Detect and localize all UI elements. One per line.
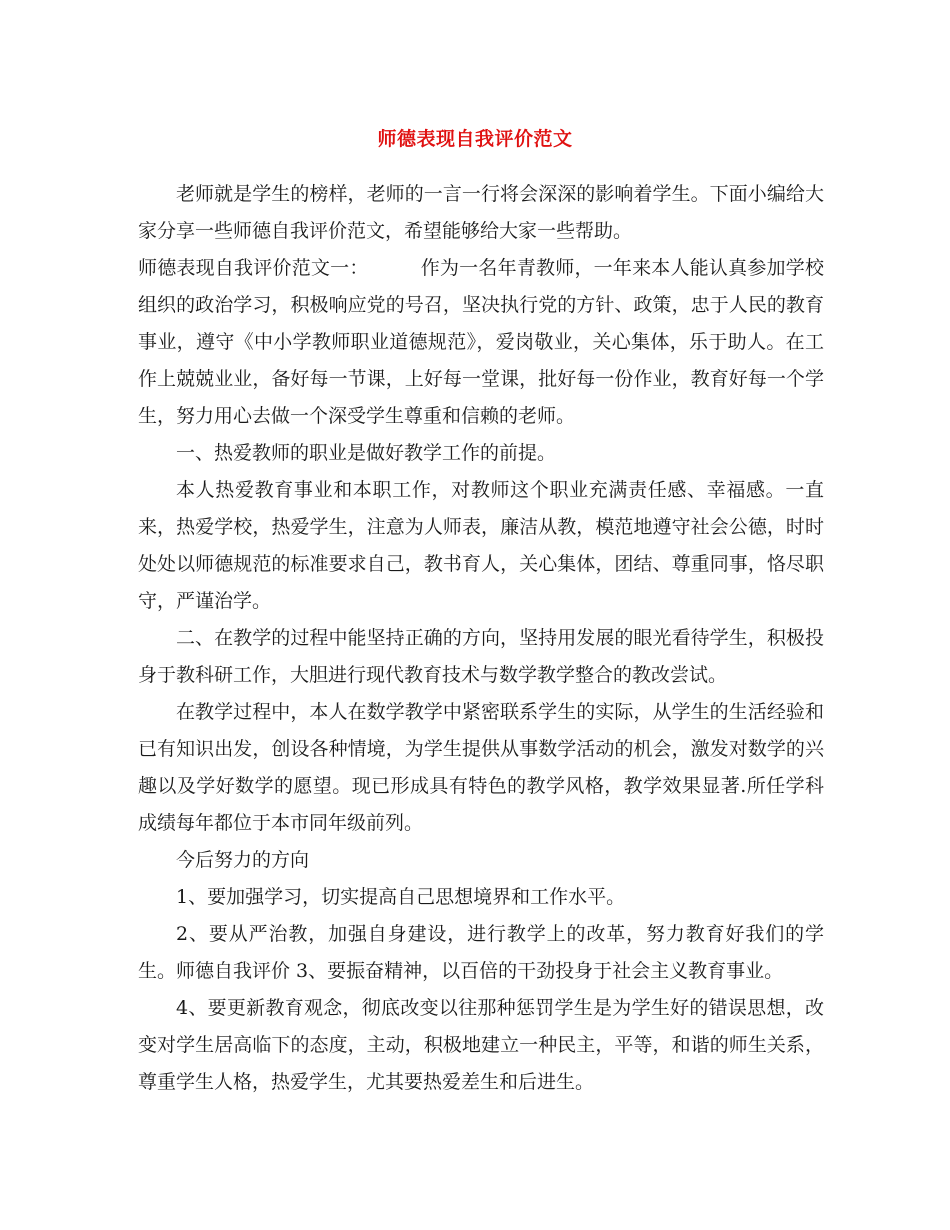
paragraph-love-of-teaching: 本人热爱教育事业和本职工作，对教师这个职业充满责任感、幸福感。一直来，热爱学校，热爱学生，注意为人师表，廉洁从教，模范地遵守社会公德，时时处处以师德规范的标准要求自己，教书育人，关心集体，团结、尊重同事，恪尽职守，严谨治学。 — [138, 479, 824, 612]
sample-one-label: 师德表现自我评价范文一： — [138, 257, 369, 279]
direction-item-2-3: 2、要从严治教，加强自身建设，进行教学上的改革，努力教育好我们的学生。师德自我评价 3、要振奋精神，以百倍的干劲投身于社会主义教育事业。 — [138, 923, 824, 982]
future-direction-heading: 今后努力的方向 — [176, 849, 310, 871]
sample-one-paragraph — [138, 250, 824, 435]
paragraph-teaching-process: 在教学过程中，本人在数学教学中紧密联系学生的实际，从学生的生活经验和已有知识出发，创设各种情境，为学生提供从事数学活动的机会，激发对数学的兴趣以及学好数学的愿望。现已形成具有特色的教学风格，教学效果显著.所任学科成绩每年都位于本市同年级前列。 — [138, 701, 824, 834]
section-heading-one: 一、热爱教师的职业是做好教学工作的前提。 — [176, 442, 557, 464]
section-heading-two: 二、在教学的过程中能坚持正确的方向，坚持用发展的眼光看待学生，积极投身于教科研工作，大胆进行现代教育技术与数学教学整合的教改尝试。 — [138, 627, 824, 686]
document-body — [138, 176, 824, 1101]
sample-one-text: 作为一名年青教师，一年来本人能认真参加学校组织的政治学习，积极响应党的号召，坚决执行党的方针、政策，忠于人民的教育事业，遵守《中小学教师职业道德规范》，爱岗敬业，关心集体，乐于助人。在工作上兢兢业业，备好每一节课，上好每一堂课，批好每一份作业，教育好每一个学生，努力用心去做一个深受学生尊重和信赖的老师。 — [138, 257, 824, 427]
direction-item-1: 1、要加强学习，切实提高自己思想境界和工作水平。 — [176, 886, 626, 908]
direction-item-4: 4、要更新教育观念，彻底改变以往那种惩罚学生是为学生好的错误思想，改变对学生居高临下的态度，主动，积极地建立一种民主，平等，和谐的师生关系，尊重学生人格，热爱学生，尤其要热爱差生和后进生。 — [138, 997, 824, 1093]
intro-paragraph: 老师就是学生的榜样，老师的一言一行将会深深的影响着学生。下面小编给大家分享一些师德自我评价范文，希望能够给大家一些帮助。 — [138, 183, 824, 242]
page-title: 师德表现自我评价范文 — [377, 128, 573, 150]
